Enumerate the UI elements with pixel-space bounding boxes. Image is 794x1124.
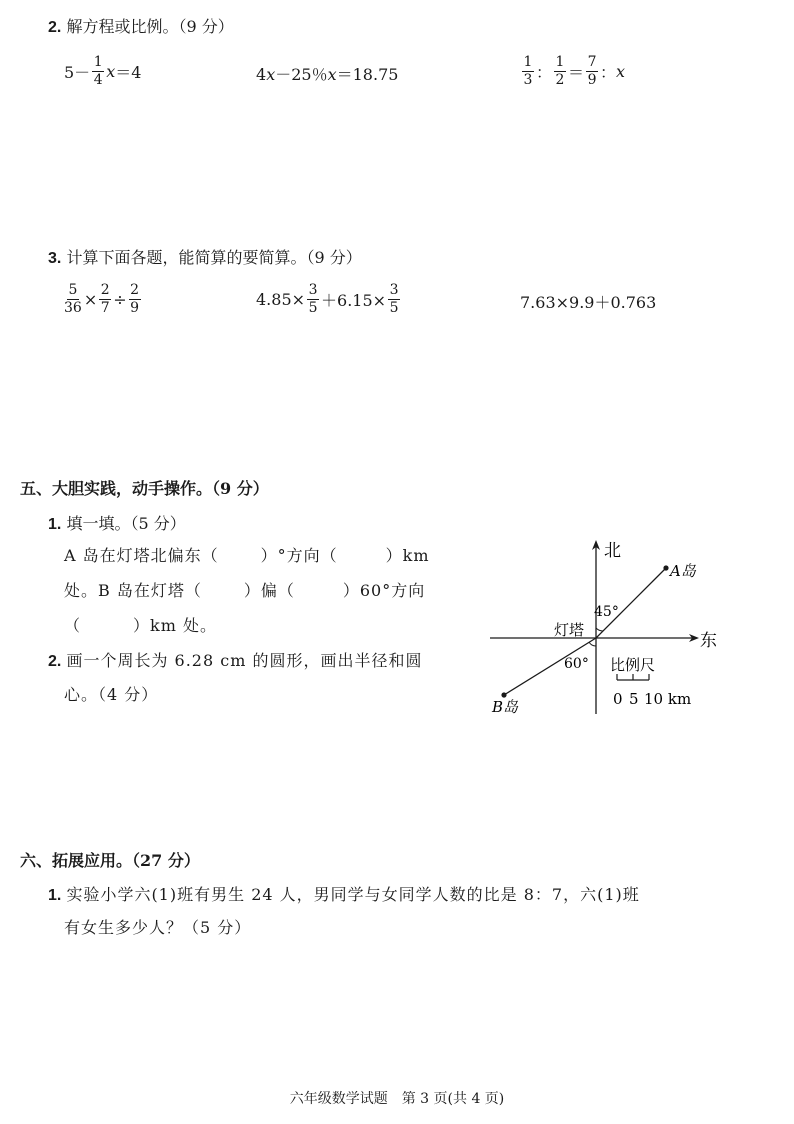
s6-q1-line-1: 1. 实验小学六(1)班有男生 24 人，男同学与女同学人数的比是 8：7，六(1)班 — [48, 885, 640, 904]
scale-label-10km: 10 km — [644, 690, 692, 708]
q2-number: 2. — [48, 19, 62, 36]
q2-equation-2: 4x－25％x＝18.75 — [256, 65, 399, 84]
q2-heading — [48, 14, 234, 37]
s6-q1-number: 1. — [48, 887, 62, 904]
a-island-point — [663, 565, 668, 570]
fraction: $\frac{2}{9}$ — [130, 282, 140, 316]
north-label: 北 — [604, 541, 621, 561]
b-island-label: B岛 — [492, 698, 519, 716]
section-6-title: 六、拓展应用。（27 分） — [20, 851, 200, 870]
direction-diagram — [486, 536, 726, 720]
s5-q1-number: 1. — [48, 516, 62, 533]
q3-expression-1: $\frac{5}{36}$ × $\frac{2}{7}$ ÷ $\frac{2}{9}$ — [64, 282, 140, 316]
fraction: $\frac{3}{5}$ — [308, 282, 318, 316]
a-island-label: A岛 — [670, 562, 696, 580]
q3-expression-3: 7.63×9.9＋0.763 — [520, 293, 657, 312]
s5-q2-number: 2. — [48, 653, 62, 670]
q2-proportion: $\frac{1}{3}$ ： $\frac{1}{2}$ ＝ $\frac{7}{9}$ ：x — [523, 54, 626, 88]
q3-title: 计算下面各题，能简算的要简算。（9 分） — [66, 248, 362, 267]
b-island-point — [501, 692, 506, 697]
fraction: $\frac{1}{2}$ — [555, 54, 565, 88]
scale-title: 比例尺 — [610, 656, 656, 674]
s6-q1-line-2: 有女生多少人？（5 分） — [64, 918, 252, 937]
s5-q2-line-2: 心。（4 分） — [64, 685, 159, 704]
s5-q1-line-1: A 岛在灯塔北偏东（ ）°方向（ ）km — [64, 546, 430, 565]
fraction: $\frac{1}{4}$ — [93, 54, 103, 88]
page-footer: 六年级数学试题 第 3 页(共 4 页) — [289, 1091, 505, 1107]
q2-title: 解方程或比例。（9 分） — [66, 17, 234, 36]
angle-arc-60 — [589, 642, 596, 646]
fraction: $\frac{2}{7}$ — [100, 282, 110, 316]
q3-expression-2: 4.85× $\frac{3}{5}$ ＋6.15× $\frac{3}{5}$ — [256, 282, 399, 316]
fraction: $\frac{1}{3}$ — [523, 54, 533, 88]
fraction: $\frac{5}{36}$ — [64, 282, 82, 316]
fraction: $\frac{3}{5}$ — [389, 282, 399, 316]
s5-q1-heading — [48, 511, 186, 534]
s5-q1-line-3: （ ）km 处。 — [64, 616, 217, 635]
line-to-a-island — [596, 568, 666, 638]
s5-q2-line-1: 2. 画一个周长为 6.28 cm 的圆形，画出半径和圆 — [48, 651, 423, 670]
fraction: $\frac{7}{9}$ — [587, 54, 597, 88]
s5-q1-title: 填一填。（5 分） — [66, 514, 186, 533]
angle-60-label: 60° — [564, 656, 589, 672]
angle-arc-45 — [596, 628, 603, 631]
q3-heading — [48, 245, 362, 268]
scale-label-5: 5 — [629, 690, 639, 708]
section-5-title: 五、大胆实践，动手操作。（9 分） — [20, 479, 269, 498]
tower-label: 灯塔 — [554, 621, 585, 639]
east-label: 东 — [700, 631, 717, 651]
scale-label-0: 0 — [613, 690, 623, 708]
angle-45-label: 45° — [594, 604, 619, 620]
q3-number: 3. — [48, 250, 62, 267]
s5-q1-line-2: 处。B 岛在灯塔（ ）偏（ ）60°方向 — [64, 581, 426, 600]
q2-equation-1: 5－ $\frac{1}{4}$ x＝4 — [64, 54, 142, 88]
